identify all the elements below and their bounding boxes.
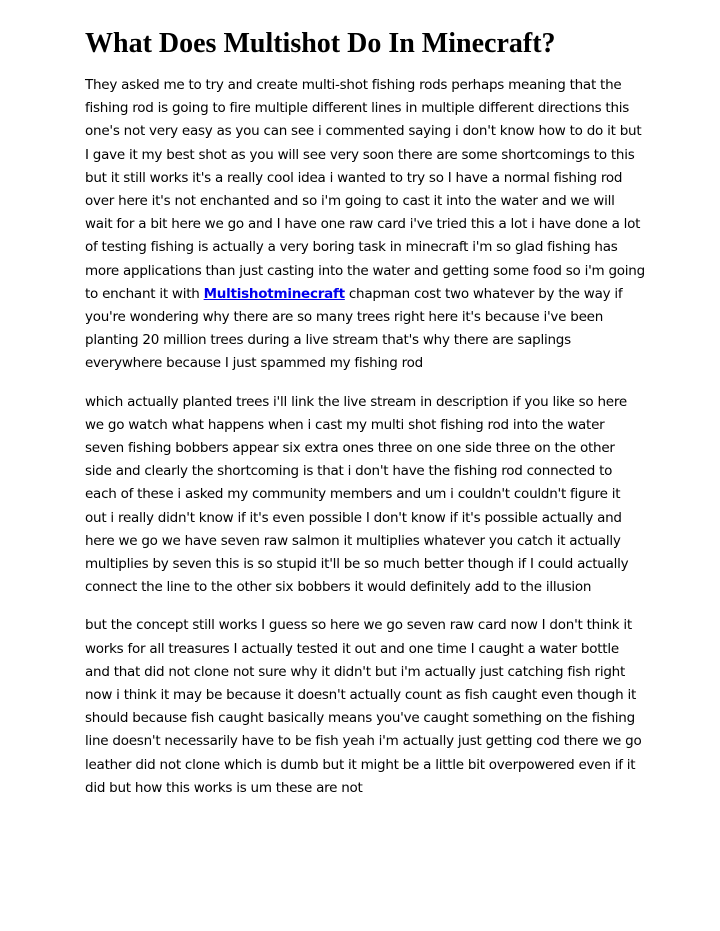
page-title: What Does Multishot Do In Minecraft? <box>85 28 556 59</box>
paragraph-3: but the concept still works I guess so here we go seven raw card now I don't think it works for all treasures I actually tested it out and one time I caught a water bottle and that did not clone not sure why it didn't but i'm actually just catching fish right now i think it may be because it doesn't actually count as fish caught even though it should because fish caught basically means you've caught something on the fishing line doesn't necessarily have to be fish yeah i'm actually just getting cod there we go leather did not clone which is dumb but it might be a little bit overpowered even if it did but how this works is um these are not <box>85 617 642 796</box>
article-body <box>85 74 645 815</box>
paragraph-1 <box>85 74 645 376</box>
paragraph-1-text-before-link: They asked me to try and create multi-shot fishing rods perhaps meaning that the fishing rod is going to fire multiple different lines in multiple different directions this one's not very easy as you can see i commented saying i don't know how to do it but I gave it my best shot as you will see very soon there are some shortcomings to this but it still works it's a really cool idea i wanted to try so I have a normal fishing rod over here it's not enchanted and so i'm going to cast it into the water and we will wait for a bit here we go and I have one raw card i've tried this a lot i have done a lot of testing fishing is actually a very boring task in minecraft i'm so glad fishing has more applications than just casting into the water and getting some food so i'm going to enchant it with <box>85 77 645 302</box>
paragraph-1-text-after-link: chapman cost two whatever by the way if you're wondering why there are so many trees right here it's because i've been planting 20 million trees during a live stream that's why there are saplings everywhere because I just spammed my fishing rod <box>85 285 623 372</box>
multishotminecraft-link[interactable]: Multishotminecraft <box>203 285 345 302</box>
paragraph-2: which actually planted trees i'll link the live stream in description if you like so here we go watch what happens when i cast my multi shot fishing rod into the water seven fishing bobbers appear six extra ones three on one side three on the other side and clearly the shortcoming is that i don't have the fishing rod connected to each of these i asked my community members and um i couldn't couldn't figure it out i really didn't know if it's even possible I don't know if it's possible actually and here we go we have seven raw salmon it multiplies whatever you catch it actually multiplies by seven this is so stupid it'll be so much better though if I could actually connect the line to the other six bobbers it would definitely add to the illusion <box>85 393 629 596</box>
